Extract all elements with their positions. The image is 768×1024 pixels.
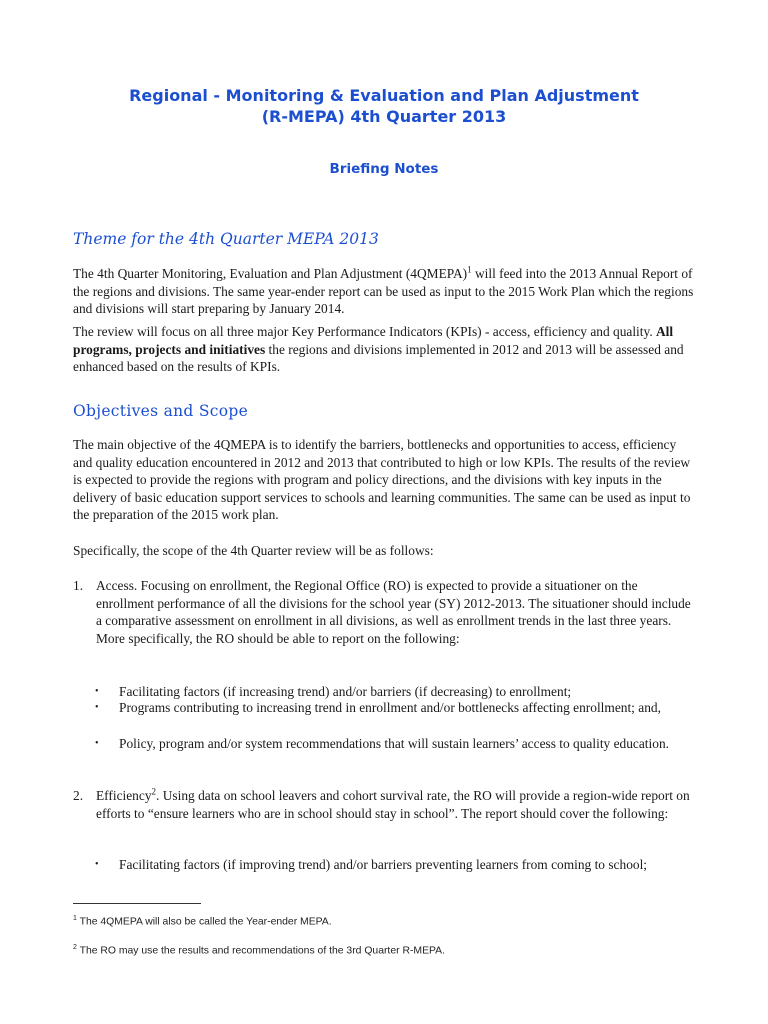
list-item-number-1: 1.	[73, 578, 84, 593]
document-title-line-1: Regional - Monitoring & Evaluation and Plan Adjustment	[129, 86, 639, 105]
list-item-access: Access. Focusing on enrollment, the Regional Office (RO) is expected to provide a situationer on the enrollment performance of all the divisions for the school year (SY) 2012-2013. The situationer should include a comparative assessment on enrollment in all divisions, as well as enrollment trends in the last three years. More specifically, the RO should be able to report on the following:	[96, 578, 691, 646]
list-item-efficiency	[96, 787, 696, 822]
theme-paragraph-1-text-a: The 4th Quarter Monitoring, Evaluation and Plan Adjustment (4QMEPA)	[73, 266, 468, 281]
access-bullet-2: Programs contributing to increasing trend in enrollment and/or bottlenecks affecting enrollment; and,	[119, 700, 661, 715]
theme-paragraph-1-text-b: will feed into the 2013 Annual Report of the regions and divisions. The same year-ender report can be used as input to the 2015 Work Plan which the regions and divisions will start preparing by January 2014.	[73, 266, 694, 317]
footnote-1	[73, 915, 332, 927]
theme-paragraph-2-text-a: The review will focus on all three major Key Performance Indicators (KPIs) - access, efficiency and quality.	[73, 324, 657, 339]
objectives-paragraph-2: Specifically, the scope of the 4th Quarter review will be as follows:	[73, 543, 434, 558]
section-heading-objectives: Objectives and Scope	[73, 402, 249, 420]
list-item-number-2: 2.	[73, 788, 84, 803]
document-title-line-2: (R-MEPA) 4th Quarter 2013	[261, 107, 507, 126]
objectives-paragraph-1: The main objective of the 4QMEPA is to identify the barriers, bottlenecks and opportunities to access, efficiency and quality education encountered in 2012 and 2013 that contributed to high or low KPIs. The results of the review is expected to provide the regions with program and policy directions, and the divisions with key inputs in the delivery of basic education support services to schools and learning communities. The same can be used as input to the preparation of the 2015 work plan.	[73, 437, 691, 523]
bullet-glyph: •	[95, 738, 99, 749]
footnote-separator	[73, 903, 201, 904]
efficiency-bullet-1: Facilitating factors (if improving trend) and/or barriers preventing learners from coming to school;	[119, 857, 648, 872]
access-bullet-1: Facilitating factors (if increasing trend) and/or barriers (if decreasing) to enrollment;	[119, 684, 572, 699]
footnote-2	[73, 944, 445, 956]
theme-paragraph-1	[73, 265, 695, 318]
footnote-1-text: The 4QMEPA will also be called the Year-ender MEPA.	[76, 916, 332, 928]
access-bullet-3: Policy, program and/or system recommendations that will sustain learners’ access to quality education.	[119, 736, 669, 751]
footnote-2-mark: 2	[73, 944, 77, 951]
footnote-ref-1: 1	[467, 264, 472, 275]
document-subtitle: Briefing Notes	[329, 161, 439, 177]
footnote-2-text: The RO may use the results and recommendations of the 3rd Quarter R-MEPA.	[76, 945, 445, 957]
efficiency-text-b: . Using data on school leavers and cohort survival rate, the RO will provide a region-wide report on efforts to “ensure learners who are in school should stay in school”. The report should cover the following:	[96, 788, 690, 821]
bullet-glyph: •	[95, 686, 99, 697]
theme-paragraph-2-bold: All programs, projects and initiatives	[73, 324, 674, 357]
section-heading-theme: Theme for the 4th Quarter MEPA 2013	[73, 230, 379, 248]
footnote-1-mark: 1	[73, 915, 77, 922]
footnote-ref-2: 2	[151, 786, 157, 797]
bullet-glyph: •	[95, 702, 99, 713]
theme-paragraph-2	[73, 323, 695, 376]
bullet-glyph: •	[95, 859, 99, 870]
efficiency-text-a: Efficiency	[96, 788, 152, 803]
theme-paragraph-2-text-b: the regions and divisions implemented in 2012 and 2013 will be assessed and enhanced based on the results of KPIs.	[73, 341, 684, 375]
